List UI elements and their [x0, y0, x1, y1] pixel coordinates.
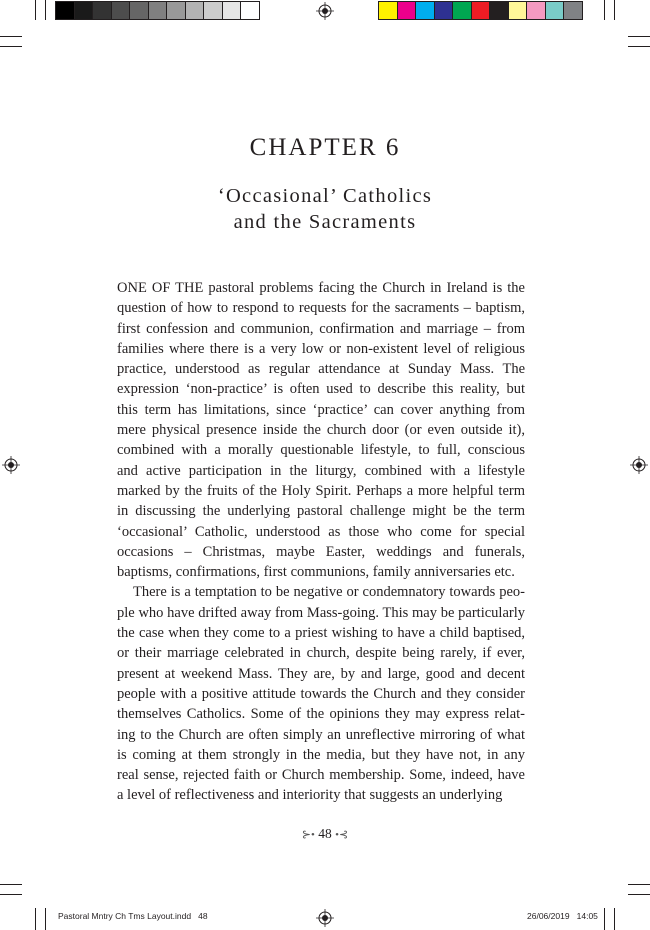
registration-mark-right-icon — [630, 456, 648, 474]
color-swatch — [452, 1, 472, 20]
folio-ornament-left-icon: ⊱• — [301, 829, 315, 841]
text-line: marked by the fruits of the Holy Spirit. Perhaps a more helpful term — [117, 482, 525, 499]
color-swatch — [471, 1, 491, 20]
color-swatch — [563, 1, 583, 20]
color-swatch — [508, 1, 528, 20]
text-line: occasions – Christmas, maybe Easter, weddings and funerals, — [117, 543, 525, 560]
text-line: There is a temptation to be negative or condemnatory towards peo- — [133, 584, 525, 601]
crop-mark-bottom-right-h — [628, 884, 650, 885]
page-number-folio — [0, 826, 650, 842]
crop-mark-top-left-h2 — [0, 46, 22, 47]
slug-date: 26/06/2019 14:05 — [527, 911, 598, 921]
crop-mark-top-left-v — [35, 0, 36, 20]
text-line: question of how to respond to requests for the sacraments – baptism, — [117, 300, 525, 317]
registration-mark-bottom-icon — [316, 909, 334, 927]
color-swatch — [55, 1, 75, 20]
color-swatch — [378, 1, 398, 20]
color-swatch — [148, 1, 168, 20]
text-line: families where there is a very low or non-existent level of religious — [117, 340, 525, 357]
text-line: expression ‘non-practice’ is often used to describe this reality, but — [117, 381, 525, 398]
color-swatch — [222, 1, 242, 20]
color-swatch — [545, 1, 565, 20]
text-line: practice, understood as regular attendance at Sunday Mass. The — [117, 361, 525, 378]
text-line: people with a positive attitude towards the Church and they consider — [117, 685, 525, 702]
crop-mark-bottom-right-v — [604, 908, 605, 930]
crop-mark-bottom-right-h2 — [628, 894, 650, 895]
folio-ornament-right-icon: •⊰ — [335, 829, 349, 841]
crop-mark-top-right-v — [604, 0, 605, 20]
paragraph-2 — [117, 582, 525, 805]
chapter-title-line-2: and the Sacraments — [233, 211, 417, 233]
crop-mark-top-right-h — [628, 36, 650, 37]
text-line: mere physical presence inside the church door (or even outside it), — [117, 422, 525, 439]
crop-mark-top-left-h — [0, 36, 22, 37]
text-line: and active participation in the liturgy, combined with a lifestyle — [117, 462, 525, 479]
text-line: combined with a morally questionable lifestyle, to full, conscious — [117, 442, 525, 459]
color-swatch — [92, 1, 112, 20]
text-line: themselves Catholics. Some of the opinions they may express relat- — [117, 706, 525, 723]
text-line: this term has limitations, since ‘practice’ can cover anything from — [117, 401, 525, 418]
text-line: present at weekend Mass. They are, by and large, good and decent — [117, 665, 525, 682]
text-line: ‘occasional’ Catholic, understood as those who come for special — [117, 523, 525, 540]
color-swatch — [203, 1, 223, 20]
text-line: is coming at them strongly in the media, but they have not, in any — [117, 746, 525, 763]
process-color-bar — [378, 1, 582, 20]
text-line: a level of reflectiveness and interiority that suggests an underlying — [117, 787, 503, 804]
color-swatch — [166, 1, 186, 20]
crop-mark-bottom-left-v2 — [45, 908, 46, 930]
chapter-title-line-1: ‘Occasional’ Catholics — [217, 185, 433, 207]
color-swatch — [397, 1, 417, 20]
slug-filename: Pastoral Mntry Ch Tms Layout.indd 48 — [58, 911, 208, 921]
registration-mark-left-icon — [2, 456, 20, 474]
chapter-title — [0, 183, 650, 235]
text-line: the case when they come to a priest wishing to have a child baptised, — [117, 625, 525, 642]
color-swatch — [434, 1, 454, 20]
color-swatch — [185, 1, 205, 20]
crop-mark-bottom-left-h2 — [0, 894, 22, 895]
crop-mark-top-right-v2 — [614, 0, 615, 20]
crop-mark-top-right-h2 — [628, 46, 650, 47]
crop-mark-top-left-v2 — [45, 0, 46, 20]
text-line: or their marriage celebrated in church, despite being rarely, if ever, — [117, 645, 525, 662]
color-swatch — [240, 1, 260, 20]
color-swatch — [111, 1, 131, 20]
crop-mark-bottom-right-v2 — [614, 908, 615, 930]
paragraph-1 — [117, 278, 525, 582]
text-line: real sense, rejected faith or Church membership. Some, indeed, have — [117, 767, 525, 784]
page-number: 48 — [318, 826, 332, 841]
color-swatch — [129, 1, 149, 20]
text-line: baptisms, confirmations, first communions, family anniversaries etc. — [117, 564, 515, 581]
color-swatch — [415, 1, 435, 20]
color-swatch — [526, 1, 546, 20]
text-line: ing to the Church are often simply an unreflective mirroring of what — [117, 726, 525, 743]
crop-mark-bottom-left-v — [35, 908, 36, 930]
text-line: ONE OF THE pastoral problems facing the Church in Ireland is the — [117, 280, 525, 296]
registration-mark-top-icon — [316, 2, 334, 20]
color-swatch — [489, 1, 509, 20]
crop-mark-bottom-left-h — [0, 884, 22, 885]
grayscale-bar — [55, 1, 259, 20]
text-line: first confession and communion, confirmation and marriage – from — [117, 320, 525, 337]
chapter-heading: CHAPTER 6 — [249, 134, 401, 161]
text-line: ple who have drifted away from Mass-going. This may be particularly — [117, 604, 525, 621]
color-swatch — [74, 1, 94, 20]
text-line: in discussing the underlying pastoral challenge might be the term — [117, 503, 525, 520]
body-text — [117, 278, 525, 806]
